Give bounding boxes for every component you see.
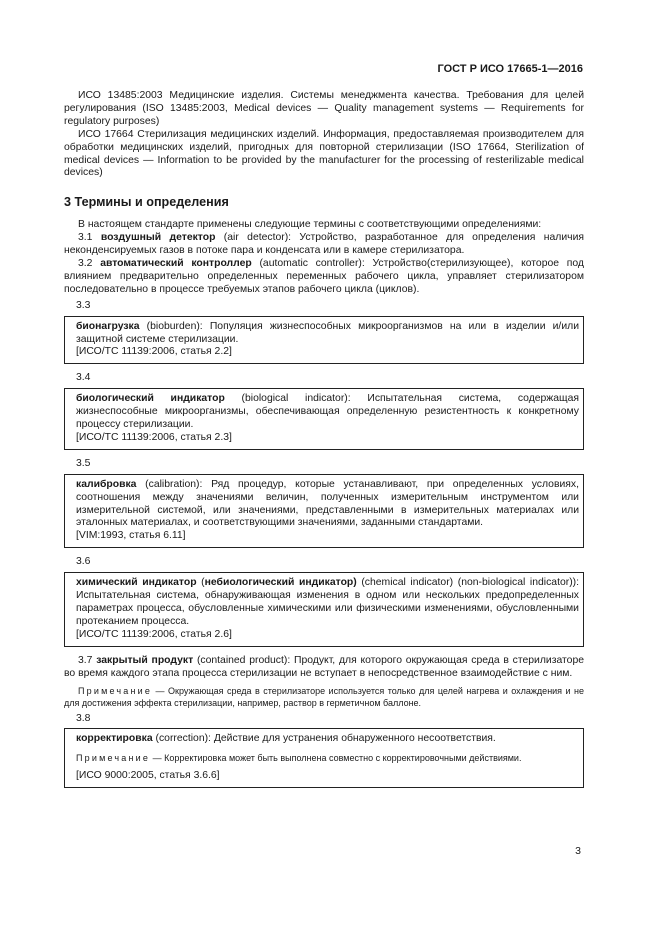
note-text: — Корректировка может быть выполнена совместно с корректировочными действиями. — [150, 753, 522, 764]
term-source: [VIM:1993, статья 6.11] — [76, 530, 186, 542]
term-definition: (automatic controller): Устройство(стерилизующее), которое под влиянием предварительно определенных переменных рабочего цикла, управляет стерилизатором последовательно в процессе требуемых этапов рабочего цикла (циклов). — [64, 257, 584, 295]
term-synonym: небиологический индикатор) — [204, 577, 357, 589]
standard-header: ГОСТ Р ИСО 17665-1—2016 — [437, 63, 583, 75]
term-3-5 — [76, 479, 579, 531]
term-3-4 — [76, 393, 579, 432]
term-3-3 — [76, 321, 579, 347]
term-number-3-4: 3.4 — [76, 372, 91, 384]
term-number-3-3: 3.3 — [76, 299, 91, 311]
term-3-8-note — [76, 752, 579, 764]
term-definition: (contained product): Продукт, для которого окружающая среда в стерилизаторе во время каждого этапа процесса стерилизации не вступает в непосредственное взаимодействие с ним. — [64, 654, 585, 679]
term-source: [ИСО/ТС 11139:2006, статья 2.6] — [76, 628, 232, 640]
term-box-3-5 — [64, 474, 584, 549]
term-name: автоматический контроллер — [100, 257, 252, 269]
term-name: корректировка — [76, 733, 153, 745]
term-number-3-6: 3.6 — [76, 556, 91, 568]
term-definition: (chemical indicator) (non-biological indicator)): Испытательная система, обнаруживающая изменения в одном или нескольких предопределенных параметрах процесса, обусловленные химическими или физическими изменениями, обусловленными протеканием процесса. — [76, 577, 580, 627]
term-definition: (bioburden): Популяция жизнеспособных микроорганизмов на или в изделии и/или защитной системе стерилизации. — [76, 320, 579, 345]
reference-iso-17664: ИСО 17664 Стерилизация медицинских изделий. Информация, предоставляемая производителем для обработки медицинских изделий, пригодных для повторной стерилизации (ISO 17664, Sterilization of medical devices — Information to be provided by the manufacturer for the processing of resterilizable medical devices) — [64, 128, 584, 179]
term-name: закрытый продукт — [96, 654, 194, 666]
term-3-8 — [76, 733, 579, 746]
term-name: бионагрузка — [76, 320, 140, 332]
term-source: [ИСО/ТС 11139:2006, статья 2.2] — [76, 346, 232, 358]
term-box-3-4 — [64, 388, 584, 450]
term-number: 3.1 — [78, 232, 93, 244]
term-3-1 — [64, 232, 584, 258]
term-definition: (air detector): Устройство, разработанное для определения наличия неконденсируемых газов в потоке пара и конденсата или в камере стерилизатора. — [64, 232, 585, 257]
term-name: химический индикатор — [76, 577, 197, 589]
term-box-3-6 — [64, 572, 584, 647]
note-label: Примечание — [78, 685, 153, 696]
section-intro: В настоящем стандарте применены следующие термины с соответствующими определениями: — [78, 219, 542, 231]
term-box-3-3 — [64, 316, 584, 365]
section-title: 3 Термины и определения — [64, 195, 229, 210]
term-definition: (correction): Действие для устранения обнаруженного несоответствия. — [152, 733, 496, 745]
term-number-3-8: 3.8 — [76, 712, 91, 724]
term-box-3-8 — [64, 728, 584, 788]
term-source: [ИСО/ТС 11139:2006, статья 2.3] — [76, 431, 232, 443]
term-number: 3.2 — [78, 257, 93, 269]
note-label: Примечание — [76, 753, 151, 764]
term-name: калибровка — [76, 478, 137, 490]
term-3-7-note — [64, 685, 584, 709]
term-definition: (biological indicator): Испытательная система, содержащая жизнеспособные микроорганизмы, обеспечивающая определенную резистентность к конкретному процессу стерилизации. — [76, 393, 579, 431]
reference-iso-13485: ИСО 13485:2003 Медицинские изделия. Системы менеджмента качества. Требования для целей регулирования (ISO 13485:2003, Medical devices — Quality management systems — Requirements for regulatory purposes) — [64, 90, 584, 127]
term-3-7 — [64, 655, 584, 681]
term-name: биологический индикатор — [76, 393, 225, 405]
page-number: 3 — [575, 845, 581, 857]
term-name: воздушный детектор — [100, 232, 216, 244]
note-text: — Окружающая среда в стерилизаторе используется только для целей нагрева и охлаждения и не для достижения эффекта стерилизации, например, раствор в герметичном баллоне. — [64, 685, 584, 708]
term-3-6: химический индикатор (небиологический индикатор) (chemical indicator) (non-biological indicator)): Испытательная система, обнаруживающая изменения в одном или нескольких предопределенных параметрах процесса, обусловленные химическими или физическими изменениями, обусловленными протеканием процесса. — [76, 577, 580, 627]
term-number-3-5: 3.5 — [76, 457, 91, 469]
term-3-2 — [64, 258, 584, 297]
term-number: 3.7 — [78, 654, 93, 666]
term-definition: (calibration): Ряд процедур, которые устанавливают, при определенных условиях, соотношения между значениями величин, полученных измерительным инструментом или измерительной системой, или значениями, представленными в измерительных материалах или эталонных материалах, и соответствующими значениями, заданными стандартами. — [76, 478, 579, 529]
page-content — [64, 90, 584, 796]
term-source: [ИСО 9000:2005, статья 3.6.6] — [76, 770, 220, 782]
